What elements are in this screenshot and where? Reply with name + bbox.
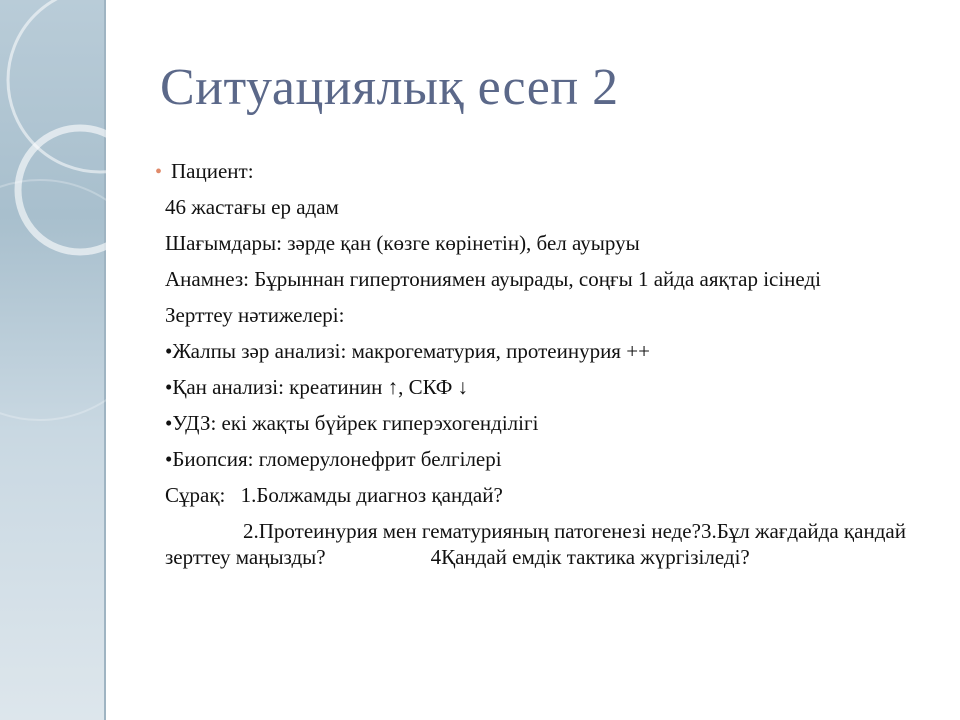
body-line-ultrasound: •УДЗ: екі жақты бүйрек гиперэхогенділігі [165, 411, 539, 435]
question-label: Сұрақ: [165, 483, 226, 507]
question-2-3: 2.Протеинурия мен гематурияның патогенезі неде?3.Бұл жағдайда қандай зерттеу маңызды? [165, 519, 906, 569]
body-line-results-header: Зерттеу нәтижелері: [165, 303, 345, 327]
patient-label: Пациент: [171, 159, 254, 183]
body-line-age: 46 жастағы ер адам [165, 195, 339, 219]
bullet-dot-icon: • [155, 161, 163, 183]
body-line-complaints: Шағымдары: зәрде қан (көзге көрінетін), бел ауыруы [165, 231, 640, 255]
body-line-blood-analysis: •Қан анализі: креатинин ↑, СКФ ↓ [165, 375, 469, 399]
question-1: 1.Болжамды диагноз қандай? [240, 483, 503, 507]
patient-line [155, 158, 935, 184]
slide-body [155, 158, 935, 580]
body-line-biopsy: •Биопсия: гломерулонефрит белгілері [165, 447, 502, 471]
question-line-1 [165, 482, 935, 508]
question-4: 4Қандай емдік тактика жүргізіледі? [430, 545, 750, 569]
body-line-urine-analysis: •Жалпы зәр анализі: макрогематурия, протеинурия ++ [165, 339, 650, 363]
slide-title: Ситуациялық есеп 2 [160, 59, 619, 116]
question-line-2 [165, 518, 935, 570]
body-line-anamnesis: Анамнез: Бұрыннан гипертониямен ауырады, соңғы 1 айда аяқтар ісінеді [165, 267, 821, 291]
